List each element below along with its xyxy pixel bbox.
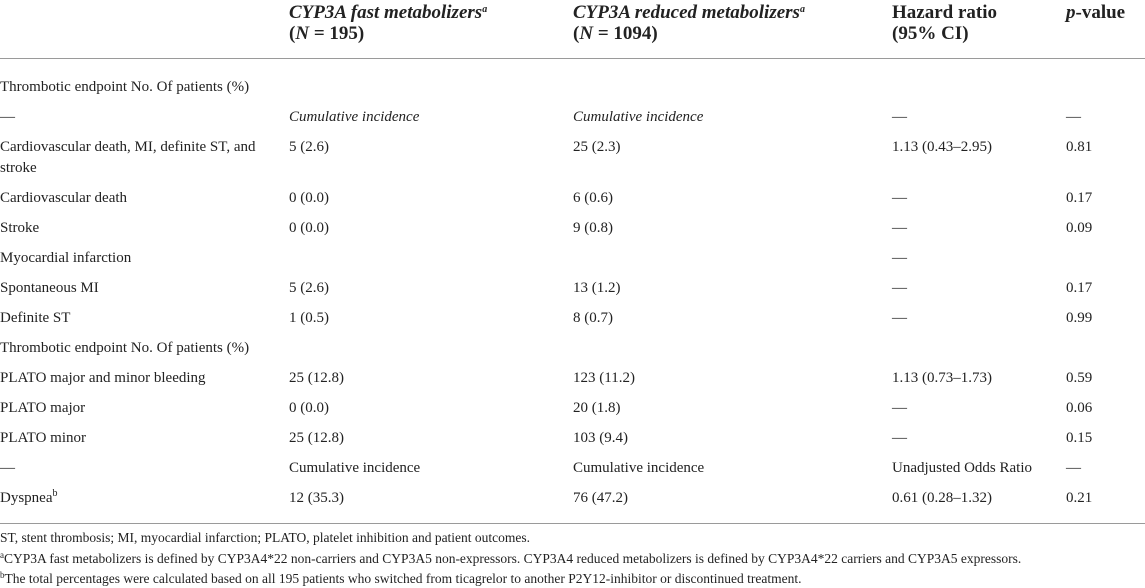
cell-ratio: — bbox=[892, 279, 907, 296]
table-row bbox=[0, 364, 1145, 394]
table-row bbox=[0, 484, 1145, 524]
header-p-value: p-value bbox=[1066, 0, 1145, 58]
cell-fast bbox=[289, 58, 573, 103]
table-row bbox=[0, 334, 1145, 364]
cell-reduced: 8 (0.7) bbox=[573, 309, 613, 326]
cell-fast: 25 (12.8) bbox=[289, 429, 344, 446]
cell-fast: 0 (0.0) bbox=[289, 219, 329, 236]
cell-p: 0.17 bbox=[1066, 279, 1093, 296]
table-row bbox=[0, 214, 1145, 244]
table-row bbox=[0, 274, 1145, 304]
header-reduced-metabolizers: CYP3A reduced metabolizers$^a$ (N = 1094) bbox=[573, 0, 892, 58]
row-label: Thrombotic endpoint No. Of patients (%) bbox=[0, 78, 250, 95]
cell-p: — bbox=[1066, 459, 1081, 476]
row-label: Spontaneous MI bbox=[0, 279, 99, 296]
cell-ratio: 1.13 (0.73–1.73) bbox=[892, 369, 992, 386]
cell-ratio bbox=[892, 334, 1066, 364]
row-label: Cardiovascular death bbox=[0, 189, 128, 206]
cell-reduced bbox=[573, 244, 892, 274]
cell-reduced: 20 (1.8) bbox=[573, 399, 621, 416]
cell-p bbox=[1066, 334, 1145, 364]
cell-p: 0.17 bbox=[1066, 189, 1093, 206]
cell-reduced bbox=[573, 58, 892, 103]
table-row bbox=[0, 304, 1145, 334]
row-label: — bbox=[0, 459, 15, 476]
row-label: PLATO minor bbox=[0, 429, 86, 446]
table-row bbox=[0, 133, 1145, 184]
row-label: Definite ST bbox=[0, 309, 71, 326]
cell-ratio: — bbox=[892, 108, 907, 125]
cell-reduced: Cumulative incidence bbox=[573, 459, 705, 476]
cell-p: 0.09 bbox=[1066, 219, 1093, 236]
row-label: Stroke bbox=[0, 219, 40, 236]
cell-ratio: — bbox=[892, 309, 907, 326]
header-row bbox=[0, 0, 1145, 58]
row-label: PLATO major and minor bleeding bbox=[0, 369, 206, 386]
cell-p: 0.81 bbox=[1066, 138, 1093, 155]
cell-fast: 5 (2.6) bbox=[289, 138, 329, 155]
header-blank bbox=[0, 0, 289, 58]
footnote-a: $^a$CYP3A fast metabolizers is defined by CYP3A4*22 non-carriers and CYP3A5 non-expressors. CYP3A4 reduced metabolizers is defined by CYP3A4*22 carriers and CYP3A5 expressors. bbox=[0, 550, 1022, 566]
cell-ratio: Unadjusted Odds Ratio bbox=[892, 459, 1032, 476]
cell-p: 0.21 bbox=[1066, 484, 1145, 524]
cell-p: 0.59 bbox=[1066, 369, 1093, 386]
cell-fast: 0 (0.0) bbox=[289, 189, 329, 206]
table-row bbox=[0, 424, 1145, 454]
cell-reduced: Cumulative incidence bbox=[573, 108, 704, 125]
cell-reduced: 103 (9.4) bbox=[573, 429, 628, 446]
cell-fast: 12 (35.3) bbox=[289, 484, 573, 524]
row-label: Thrombotic endpoint No. Of patients (%) bbox=[0, 339, 250, 356]
cell-p bbox=[1066, 244, 1145, 274]
cell-fast: 1 (0.5) bbox=[289, 309, 329, 326]
row-label: Dyspnea$^b$ bbox=[0, 484, 289, 524]
cell-fast bbox=[289, 244, 573, 274]
cell-ratio: — bbox=[892, 429, 907, 446]
cell-fast bbox=[289, 334, 573, 364]
row-label: — bbox=[0, 108, 15, 125]
cell-reduced: 9 (0.8) bbox=[573, 219, 613, 236]
header-hazard-ratio: Hazard ratio (95% CI) bbox=[892, 0, 1066, 58]
cell-p: 0.99 bbox=[1066, 309, 1093, 326]
row-label: Myocardial infarction bbox=[0, 249, 132, 266]
cell-reduced bbox=[573, 334, 892, 364]
cell-fast: Cumulative incidence bbox=[289, 108, 420, 125]
cell-ratio bbox=[892, 58, 1066, 103]
footnote-b: $^b$The total percentages were calculated based on all 195 patients who switched from ticagrelor to another P2Y12-inhibitor or discontinued treatment. bbox=[0, 570, 802, 586]
cell-reduced: 123 (11.2) bbox=[573, 369, 635, 386]
cell-p: — bbox=[1066, 108, 1081, 125]
cell-reduced: 6 (0.6) bbox=[573, 189, 613, 206]
table-row bbox=[0, 394, 1145, 424]
header-fast-metabolizers: CYP3A fast metabolizers$^a$ (N = 195) bbox=[289, 0, 573, 58]
cell-ratio: 0.61 (0.28–1.32) bbox=[892, 484, 1066, 524]
table-row bbox=[0, 454, 1145, 484]
cell-ratio: — bbox=[892, 219, 907, 236]
cell-ratio: — bbox=[892, 189, 907, 206]
cell-p: 0.15 bbox=[1066, 429, 1093, 446]
row-label: Cardiovascular death, MI, definite ST, and stroke bbox=[0, 138, 256, 176]
footnote-abbreviations: ST, stent thrombosis; MI, myocardial infarction; PLATO, platelet inhibition and patient outcomes. bbox=[0, 530, 531, 545]
cell-ratio: — bbox=[892, 399, 907, 416]
table-row bbox=[0, 244, 1145, 274]
cell-reduced: 13 (1.2) bbox=[573, 279, 621, 296]
cell-reduced: 25 (2.3) bbox=[573, 138, 621, 155]
table-row bbox=[0, 103, 1145, 133]
cell-fast: Cumulative incidence bbox=[289, 459, 421, 476]
table-row bbox=[0, 58, 1145, 103]
cell-fast: 0 (0.0) bbox=[289, 399, 329, 416]
cell-reduced: 76 (47.2) bbox=[573, 484, 892, 524]
cell-fast: 5 (2.6) bbox=[289, 279, 329, 296]
cell-fast: 25 (12.8) bbox=[289, 369, 344, 386]
table-row bbox=[0, 184, 1145, 214]
cell-ratio: 1.13 (0.43–2.95) bbox=[892, 138, 992, 155]
cell-ratio: — bbox=[892, 249, 907, 266]
cell-p bbox=[1066, 58, 1145, 103]
row-label: PLATO major bbox=[0, 399, 86, 416]
cell-p: 0.06 bbox=[1066, 399, 1093, 416]
